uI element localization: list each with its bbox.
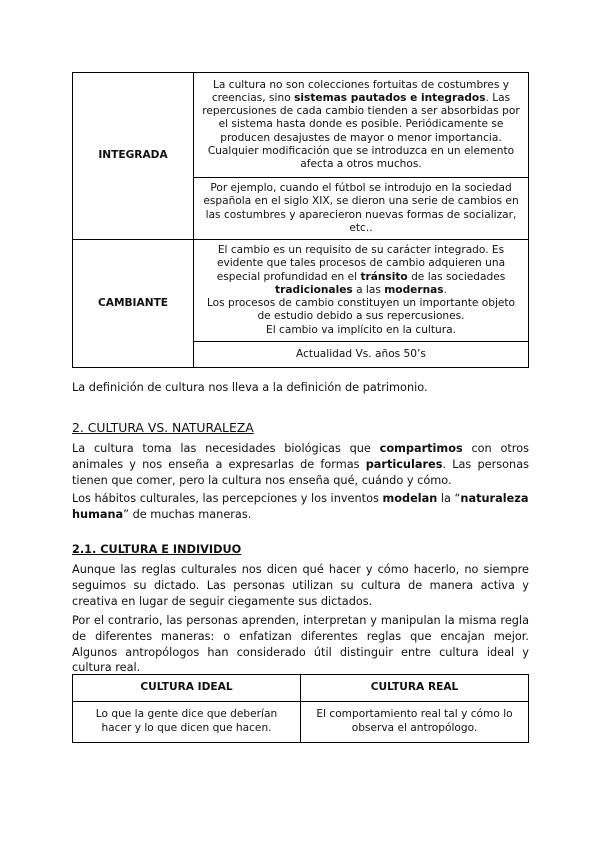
section-heading-2-1: 2.1. CULTURA E INDIVIDUO (72, 543, 242, 556)
cell-real: El comportamiento real tal y cómo lo observa el antropólogo. (301, 702, 529, 743)
culture-characteristics-table (72, 72, 529, 368)
table-row (73, 240, 529, 342)
text-segment: de las sociedades (407, 270, 506, 283)
section21-paragraph-1: Aunque las reglas culturales nos dicen qué hacer y cómo hacerlo, no siempre seguimos su dictado. Las personas utilizan su cultura de manera activa y creativa en lugar de seguir ciegamente sus dictados. (72, 563, 529, 608)
text-segment: El cambio va implícito en la cultura. (266, 323, 456, 336)
bold-term: compartimos (379, 442, 463, 455)
column-header-ideal: CULTURA IDEAL (73, 675, 301, 702)
text-segment: . Las personas tienen que comer, pero la cultura nos enseña qué, cuándo y cómo. (72, 457, 529, 487)
table-header-row (73, 675, 529, 702)
text-segment: con otros animales y nos enseña a expresarlas de formas (72, 442, 530, 471)
cambiante-definition-cell (194, 240, 529, 342)
section-heading-2: 2. CULTURA VS. NATURALEZA (72, 420, 254, 435)
cell-ideal: Lo que la gente dice que deberían hacer y lo que dicen que hacen. (73, 702, 301, 743)
text-segment: La cultura no son colecciones fortuitas de costumbres y creencias, sino (211, 78, 509, 104)
text-segment: . Las repercusiones de cada cambio tienden a ser absorbidas por el sistema hasta donde es posible. Periódicamente se producen desajustes de mayor o menor importancia. Cualquier modificación que se introduzca en un elemento afecta a otros muchos. (202, 91, 520, 170)
column-header-real: CULTURA REAL (301, 675, 529, 702)
section21-paragraph-2: Por el contrario, las personas aprenden, interpretan y manipulan la misma regla de diferentes maneras: o enfatizan diferentes reglas que encajan mejor. Algunos antropólogos han considerado útil distinguir entre cultura ideal y cultura real. (72, 614, 529, 675)
table-row (73, 73, 529, 178)
text-segment: a las (352, 283, 385, 296)
text-segment: ” de muchas maneras. (123, 507, 252, 521)
ideal-vs-real-table (72, 674, 529, 743)
cambiante-example-cell: Actualidad Vs. años 50’s (194, 342, 529, 368)
text-segment: la “ (437, 492, 461, 505)
integrada-example-cell: Por ejemplo, cuando el fútbol se introdujo en la sociedad española en el siglo XIX, se dieron una serie de cambios en las costumbres y aparecieron nuevas formas de socializar, etc.. (194, 178, 529, 240)
after-table-note: La definición de cultura nos lleva a la definición de patrimonio. (72, 381, 428, 394)
integrada-definition-cell (194, 73, 529, 178)
bold-term: tránsito (360, 270, 408, 283)
bold-term: sistemas pautados e integrados (294, 91, 486, 104)
bold-term: modernas (384, 283, 444, 296)
bold-term: modelan (382, 492, 438, 505)
text-segment: Los procesos de cambio constituyen un importante objeto de estudio debido a sus repercusiones. (206, 297, 516, 323)
text-segment: Los hábitos culturales, las percepciones y los inventos (72, 492, 383, 505)
section2-paragraph-2 (72, 491, 529, 523)
bold-term: tradicionales (275, 283, 353, 296)
section2-paragraph-1 (72, 441, 529, 488)
bold-term: naturaleza humana (72, 492, 529, 521)
row-label-cambiante: CAMBIANTE (73, 240, 194, 368)
row-label-integrada: INTEGRADA (73, 73, 194, 240)
text-segment: . (443, 283, 447, 296)
text-segment: El cambio es un requisito de su carácter integrado. Es evidente que tales procesos de cambio adquieren una especial profundidad en el (216, 244, 506, 283)
bold-term: particulares (365, 457, 443, 471)
text-segment: La cultura toma las necesidades biológicas que (72, 442, 380, 455)
table-row (73, 702, 529, 743)
